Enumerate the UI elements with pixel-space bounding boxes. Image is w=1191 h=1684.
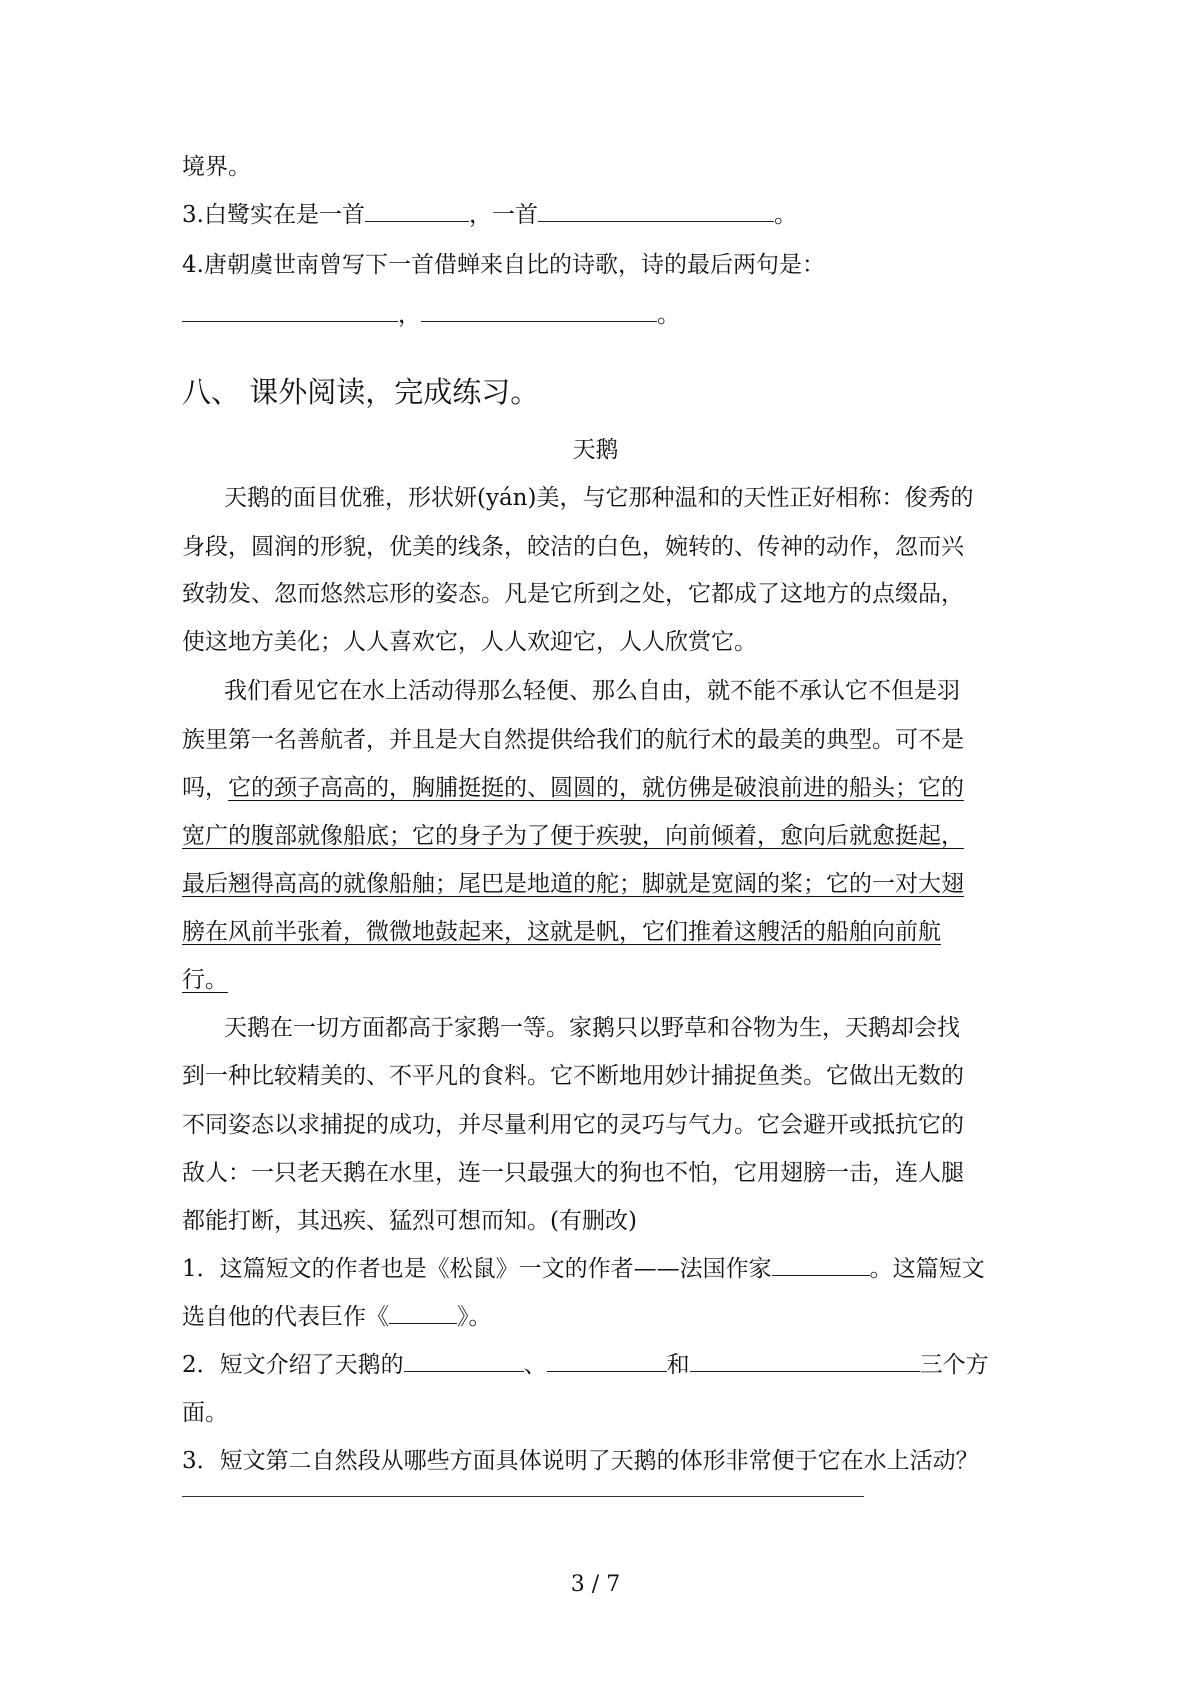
p2-line-2: 族里第一名善航者，并且是大自然提供给我们的航行术的最美的典型。可不是: [182, 727, 964, 753]
question-3-line: 3．短文第二自然段从哪些方面具体说明了天鹅的体形非常便于它在水上活动？: [182, 1448, 979, 1474]
question-2-line-1: [182, 1350, 989, 1380]
answer-blank[interactable]: [690, 1370, 920, 1372]
text-line-jingjie: 境界。: [182, 154, 251, 180]
answer-blank[interactable]: [365, 220, 469, 222]
p2-line-1: 我们看见它在水上活动得那么轻便、那么自由，就不能不承认它不但是羽: [224, 678, 960, 704]
section-heading: 八、 课外阅读，完成练习。: [182, 375, 540, 409]
q4-sep: ，: [398, 302, 421, 328]
q1-text-b: 。这篇短文: [869, 1256, 985, 1282]
answer-blank[interactable]: [772, 1274, 870, 1276]
q2-text-d: 三个方: [919, 1352, 989, 1378]
underlined-line-4: 行。: [182, 967, 228, 993]
p1-line-1: 天鹅的面目优雅，形状妍(yán)美，与它那种温和的天性正好相称：俊秀的: [224, 485, 974, 511]
question-4-answer-line: [182, 300, 680, 330]
question-4-chan: 4.唐朝虞世南曾写下一首借蝉来自比的诗歌，诗的最后两句是：: [182, 252, 825, 278]
q2-text-b: 、: [523, 1352, 547, 1378]
answer-blank[interactable]: [182, 320, 398, 322]
underlined-line-2: 最后翘得高高的就像船舳；尾巴是地道的舵；脚就是宽阔的桨；它的一对大翅: [182, 871, 964, 897]
p2-line-3: [182, 773, 964, 803]
p3-line-1: 天鹅在一切方面都高于家鹅一等。家鹅只以野草和谷物为生，天鹅却会找: [224, 1015, 960, 1041]
q3-end: 。: [773, 202, 797, 228]
q3-mid: ，一首: [468, 202, 538, 228]
answer-blank[interactable]: [538, 220, 774, 222]
p3-line-4: 敌人：一只老天鹅在水里，连一只最强大的狗也不怕，它用翅膀一击，连人腿: [182, 1160, 964, 1186]
p2-line-3-plain: 吗，: [182, 775, 228, 801]
answer-blank[interactable]: [547, 1370, 667, 1372]
page-number: 3 / 7: [570, 1572, 621, 1597]
question-1-line-2: [182, 1302, 492, 1332]
p3-line-3: 不同姿态以求捕捉的成功，并尽量利用它的灵巧与气力。它会避开或抵抗它的: [182, 1112, 964, 1138]
p3-line-5: 都能打断，其迅疾、猛烈可想而知。(有删改): [182, 1208, 637, 1234]
q3-prefix: 3.白鹭实在是一首: [182, 202, 365, 228]
q4-end: 。: [657, 302, 680, 328]
question-3-bailu: [182, 200, 797, 230]
p3-line-2: 到一种比较精美的、不平凡的食料。它不断地用妙计捕捉鱼类。它做出无数的: [182, 1063, 964, 1089]
p1-line-4: 使这地方美化；人人喜欢它，人人欢迎它，人人欣赏它。: [182, 629, 757, 655]
answer-blank[interactable]: [404, 1370, 524, 1372]
underlined-line-1: 宽广的腹部就像船底；它的身子为了便于疾驶，向前倾着，愈向后就愈挺起，: [182, 823, 964, 849]
q1-text-c: 选自他的代表巨作《: [182, 1304, 389, 1330]
q2-text-c: 和: [666, 1352, 690, 1378]
underlined-line-3: 膀在风前半张着，微微地鼓起来，这就是帆，它们推着这艘活的船舶向前航: [182, 919, 941, 945]
q2-text-a: 2．短文介绍了天鹅的: [182, 1352, 404, 1378]
p1-line-3: 致勃发、忽而悠然忘形的姿态。凡是它所到之处，它都成了这地方的点缀品，: [182, 581, 964, 607]
passage-title: 天鹅: [572, 437, 619, 463]
underlined-sentence: 它的颈子高高的，胸脯挺挺的、圆圆的，就仿佛是破浪前进的船头；它的: [228, 775, 964, 801]
p1-line-2: 身段，圆润的形貌，优美的线条，皎洁的白色，婉转的、传神的动作，忽而兴: [182, 534, 964, 560]
q1-text-a: 1．这篇短文的作者也是《松鼠》一文的作者——法国作家: [182, 1256, 772, 1282]
question-2-line-2: 面。: [182, 1400, 228, 1426]
q1-text-d: 》。: [457, 1304, 492, 1330]
answer-blank[interactable]: [389, 1322, 457, 1324]
answer-blank[interactable]: [421, 320, 657, 322]
question-1-line-1: [182, 1254, 985, 1284]
answer-writing-line[interactable]: [182, 1496, 864, 1497]
